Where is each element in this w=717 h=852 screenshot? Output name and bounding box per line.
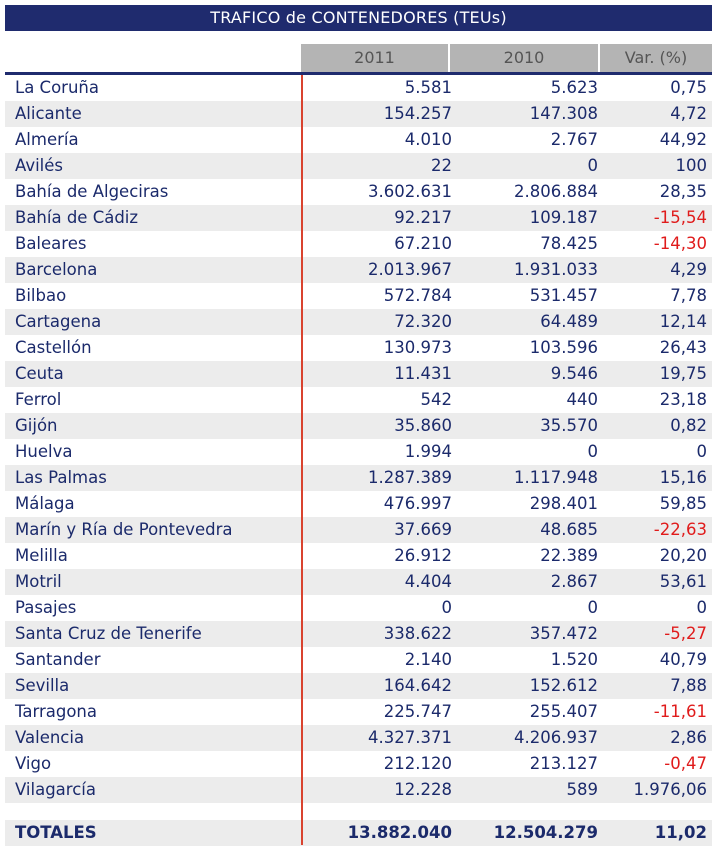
port-name: Avilés bbox=[15, 156, 64, 175]
port-name: Sevilla bbox=[15, 676, 70, 695]
table-title: TRAFICO de CONTENEDORES (TEUs) bbox=[5, 5, 712, 31]
table-row bbox=[5, 751, 712, 777]
table-body bbox=[5, 75, 712, 803]
totals-label: TOTALES bbox=[15, 823, 97, 842]
value-2010: 440 bbox=[566, 390, 598, 409]
value-variation: 26,43 bbox=[659, 338, 707, 357]
table-row bbox=[5, 75, 712, 101]
value-2011: 12.228 bbox=[394, 780, 452, 799]
table-row bbox=[5, 491, 712, 517]
value-2011: 3.602.631 bbox=[368, 182, 452, 201]
port-name: Huelva bbox=[15, 442, 73, 461]
table-row bbox=[5, 283, 712, 309]
value-2010: 213.127 bbox=[529, 754, 598, 773]
table-row bbox=[5, 439, 712, 465]
value-2011: 1.994 bbox=[404, 442, 452, 461]
value-2010: 103.596 bbox=[529, 338, 598, 357]
port-name: Santander bbox=[15, 650, 101, 669]
table-row bbox=[5, 699, 712, 725]
value-2011: 572.784 bbox=[383, 286, 452, 305]
table-row bbox=[5, 413, 712, 439]
port-name: Bilbao bbox=[15, 286, 67, 305]
value-2011: 67.210 bbox=[394, 234, 452, 253]
value-variation: 20,20 bbox=[659, 546, 707, 565]
value-2010: 357.472 bbox=[529, 624, 598, 643]
value-2011: 542 bbox=[420, 390, 452, 409]
value-variation: 1.976,06 bbox=[633, 780, 707, 799]
value-2010: 1.520 bbox=[550, 650, 598, 669]
value-variation: 0,75 bbox=[670, 78, 707, 97]
value-2011: 5.581 bbox=[404, 78, 452, 97]
value-variation: 23,18 bbox=[659, 390, 707, 409]
value-variation: 44,92 bbox=[659, 130, 707, 149]
value-2010: 0 bbox=[587, 156, 598, 175]
value-2010: 0 bbox=[587, 598, 598, 617]
value-variation: -22,63 bbox=[653, 520, 707, 539]
value-2010: 589 bbox=[566, 780, 598, 799]
value-variation: -15,54 bbox=[653, 208, 707, 227]
value-variation: 4,29 bbox=[670, 260, 707, 279]
port-name: Motril bbox=[15, 572, 62, 591]
totals-row bbox=[5, 820, 712, 846]
value-2011: 2.013.967 bbox=[368, 260, 452, 279]
table-row bbox=[5, 335, 712, 361]
value-variation: 0 bbox=[696, 442, 707, 461]
value-2011: 26.912 bbox=[394, 546, 452, 565]
value-2010: 298.401 bbox=[529, 494, 598, 513]
table-row bbox=[5, 725, 712, 751]
value-2010: 147.308 bbox=[529, 104, 598, 123]
table-row bbox=[5, 673, 712, 699]
value-2010: 531.457 bbox=[529, 286, 598, 305]
value-variation: -14,30 bbox=[653, 234, 707, 253]
value-2011: 0 bbox=[441, 598, 452, 617]
value-2011: 4.010 bbox=[404, 130, 452, 149]
port-name: Bahía de Algeciras bbox=[15, 182, 169, 201]
port-name: Almería bbox=[15, 130, 79, 149]
value-variation: 40,79 bbox=[659, 650, 707, 669]
value-variation: 2,86 bbox=[670, 728, 707, 747]
totals-variation: 11,02 bbox=[654, 823, 707, 842]
port-name: Las Palmas bbox=[15, 468, 107, 487]
column-header-2011: 2011 bbox=[301, 44, 448, 72]
value-2010: 64.489 bbox=[540, 312, 598, 331]
table-row bbox=[5, 569, 712, 595]
table-row bbox=[5, 647, 712, 673]
port-name: Gijón bbox=[15, 416, 58, 435]
value-2010: 152.612 bbox=[529, 676, 598, 695]
value-variation: 59,85 bbox=[659, 494, 707, 513]
table-row bbox=[5, 517, 712, 543]
value-2010: 48.685 bbox=[540, 520, 598, 539]
value-2011: 1.287.389 bbox=[368, 468, 452, 487]
value-2011: 35.860 bbox=[394, 416, 452, 435]
port-name: Cartagena bbox=[15, 312, 102, 331]
value-variation: 7,78 bbox=[670, 286, 707, 305]
port-name: Málaga bbox=[15, 494, 75, 513]
table-row bbox=[5, 257, 712, 283]
table-row bbox=[5, 231, 712, 257]
value-2010: 78.425 bbox=[540, 234, 598, 253]
port-name: Baleares bbox=[15, 234, 87, 253]
totals-2010: 12.504.279 bbox=[493, 823, 598, 842]
value-2011: 22 bbox=[431, 156, 452, 175]
value-2011: 212.120 bbox=[383, 754, 452, 773]
value-variation: 4,72 bbox=[670, 104, 707, 123]
port-name: Barcelona bbox=[15, 260, 98, 279]
value-variation: -5,27 bbox=[664, 624, 707, 643]
value-2011: 164.642 bbox=[383, 676, 452, 695]
value-2010: 9.546 bbox=[550, 364, 598, 383]
value-variation: 19,75 bbox=[659, 364, 707, 383]
port-name: Ferrol bbox=[15, 390, 62, 409]
port-name: La Coruña bbox=[15, 78, 99, 97]
value-2010: 255.407 bbox=[529, 702, 598, 721]
port-name: Melilla bbox=[15, 546, 68, 565]
totals-2011: 13.882.040 bbox=[347, 823, 452, 842]
column-header-2010: 2010 bbox=[450, 44, 598, 72]
value-2011: 11.431 bbox=[394, 364, 452, 383]
table-row bbox=[5, 179, 712, 205]
table-row bbox=[5, 777, 712, 803]
value-2011: 154.257 bbox=[383, 104, 452, 123]
value-2010: 2.867 bbox=[550, 572, 598, 591]
table-row bbox=[5, 465, 712, 491]
value-2011: 37.669 bbox=[394, 520, 452, 539]
column-divider bbox=[301, 75, 303, 845]
value-variation: 0 bbox=[696, 598, 707, 617]
value-2011: 4.327.371 bbox=[368, 728, 452, 747]
value-2011: 72.320 bbox=[394, 312, 452, 331]
port-name: Bahía de Cádiz bbox=[15, 208, 139, 227]
table-row bbox=[5, 595, 712, 621]
value-variation: -0,47 bbox=[664, 754, 707, 773]
value-2011: 476.997 bbox=[383, 494, 452, 513]
value-2011: 225.747 bbox=[383, 702, 452, 721]
port-name: Santa Cruz de Tenerife bbox=[15, 624, 202, 643]
value-2010: 5.623 bbox=[550, 78, 598, 97]
port-name: Vigo bbox=[15, 754, 52, 773]
table-row bbox=[5, 361, 712, 387]
table-row bbox=[5, 205, 712, 231]
value-2010: 35.570 bbox=[540, 416, 598, 435]
value-variation: 0,82 bbox=[670, 416, 707, 435]
value-2011: 2.140 bbox=[404, 650, 452, 669]
port-name: Alicante bbox=[15, 104, 82, 123]
port-name: Pasajes bbox=[15, 598, 77, 617]
value-2011: 130.973 bbox=[383, 338, 452, 357]
table-row bbox=[5, 543, 712, 569]
value-2011: 92.217 bbox=[394, 208, 452, 227]
table-row bbox=[5, 387, 712, 413]
value-2011: 338.622 bbox=[383, 624, 452, 643]
table-row bbox=[5, 621, 712, 647]
table-row bbox=[5, 127, 712, 153]
value-variation: -11,61 bbox=[653, 702, 707, 721]
value-2010: 109.187 bbox=[529, 208, 598, 227]
value-2010: 1.931.033 bbox=[514, 260, 598, 279]
value-2010: 1.117.948 bbox=[514, 468, 598, 487]
port-name: Tarragona bbox=[15, 702, 97, 721]
value-2010: 2.767 bbox=[550, 130, 598, 149]
port-name: Ceuta bbox=[15, 364, 64, 383]
port-name: Vilagarcía bbox=[15, 780, 96, 799]
value-2011: 4.404 bbox=[404, 572, 452, 591]
value-2010: 4.206.937 bbox=[514, 728, 598, 747]
value-2010: 2.806.884 bbox=[514, 182, 598, 201]
value-variation: 15,16 bbox=[659, 468, 707, 487]
value-variation: 7,88 bbox=[670, 676, 707, 695]
value-2010: 22.389 bbox=[540, 546, 598, 565]
value-variation: 12,14 bbox=[659, 312, 707, 331]
value-2010: 0 bbox=[587, 442, 598, 461]
table-row bbox=[5, 101, 712, 127]
port-name: Marín y Ría de Pontevedra bbox=[15, 520, 233, 539]
port-name: Castellón bbox=[15, 338, 92, 357]
table-row bbox=[5, 153, 712, 179]
value-variation: 53,61 bbox=[659, 572, 707, 591]
table-row bbox=[5, 309, 712, 335]
port-name: Valencia bbox=[15, 728, 85, 747]
value-variation: 28,35 bbox=[659, 182, 707, 201]
column-header-variation: Var. (%) bbox=[600, 44, 712, 72]
column-header-row bbox=[5, 44, 712, 75]
value-variation: 100 bbox=[675, 156, 707, 175]
